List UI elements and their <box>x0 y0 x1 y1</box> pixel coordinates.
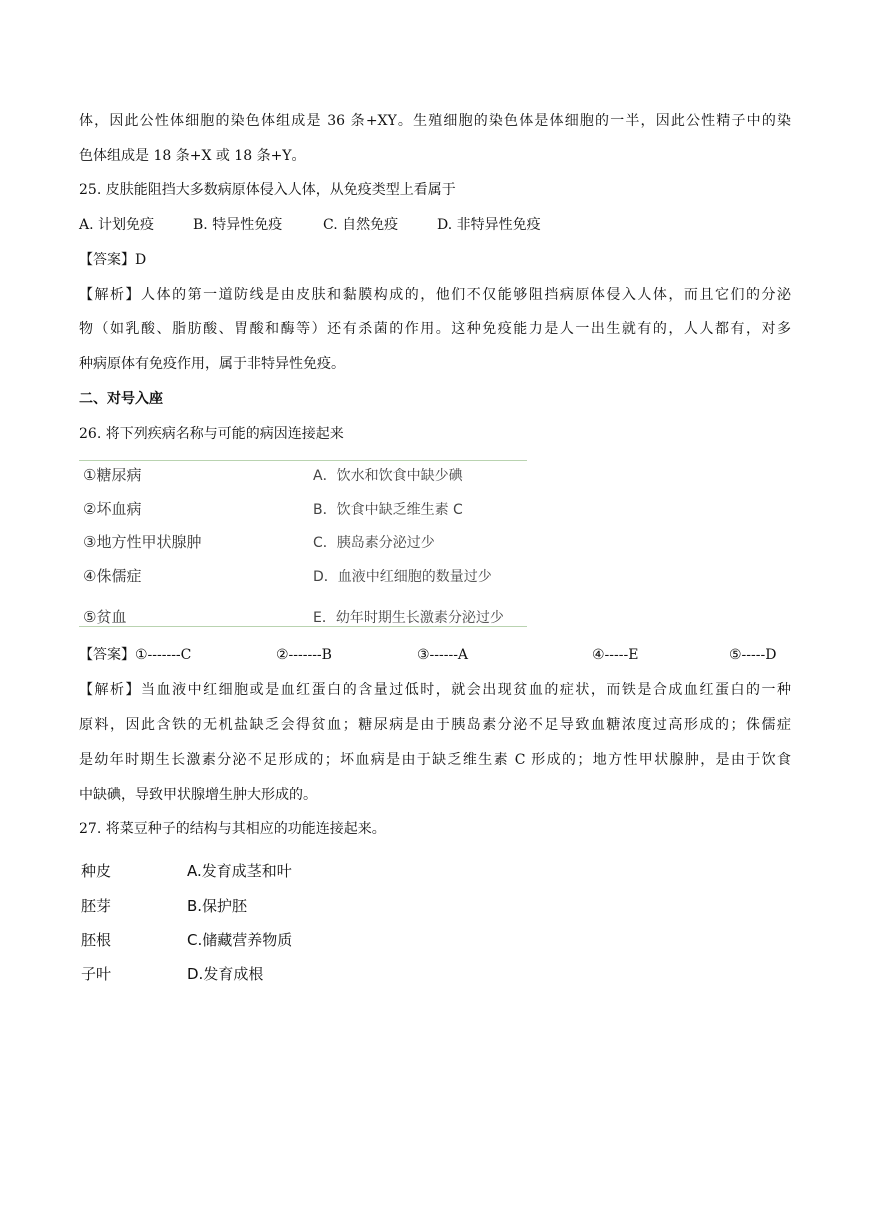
analysis-line: 物（如乳酸、脂肪酸、胃酸和酶等）还有杀菌的作用。这种免疫能力是人一出生就有的，人人都有，对多 <box>79 321 791 337</box>
answer-item: ②-------B <box>276 647 332 663</box>
function-item: A.发育成茎和叶 <box>187 862 292 880</box>
paragraph-line: 体，因此公性体细胞的染色体组成是 36 条+XY。生殖细胞的染色体是体细胞的一半，因此公性精子中的染 <box>79 113 791 129</box>
analysis-line: 中缺碘，导致甲状腺增生肿大形成的。 <box>79 787 317 803</box>
analysis-line: 是幼年时期生长激素分泌不足形成的；坏血病是由于缺乏维生素 C 形成的；地方性甲状腺肿，是由于饮食 <box>79 752 791 768</box>
question-27: 27. 将菜豆种子的结构与其相应的功能连接起来。 <box>79 821 386 837</box>
structure-item: 胚根 <box>81 931 112 949</box>
option-d: D. 非特异性免疫 <box>437 217 541 233</box>
function-item: D.发育成根 <box>187 965 264 981</box>
answer-item: ①-------C <box>135 647 192 663</box>
disease-item: ⑤贫血 <box>83 608 127 626</box>
function-item: C.储藏营养物质 <box>187 931 293 949</box>
table-top-rule <box>79 460 527 461</box>
structure-item: 子叶 <box>81 965 112 981</box>
cause-item: D．血液中红细胞的数量过少 <box>313 569 492 585</box>
disease-item: ③地方性甲状腺肿 <box>83 533 202 551</box>
cause-item: A．饮水和饮食中缺少碘 <box>313 468 463 484</box>
section-heading: 二、对号入座 <box>79 391 163 407</box>
answer-item: ③------A <box>417 647 469 663</box>
disease-item: ②坏血病 <box>83 500 142 518</box>
answer-25: 【答案】D <box>79 252 147 268</box>
question-25: 25. 皮肤能阻挡大多数病原体侵入人体，从免疫类型上看属于 <box>79 182 456 198</box>
structure-item: 种皮 <box>81 862 112 880</box>
disease-item: ④侏儒症 <box>83 567 142 585</box>
question-26: 26. 将下列疾病名称与可能的病因连接起来 <box>79 426 344 442</box>
analysis-line: 【解析】当血液中红细胞或是血红蛋白的含量过低时，就会出现贫血的症状，而铁是合成血红蛋白的一种 <box>79 682 791 698</box>
disease-cause-table <box>79 458 527 628</box>
disease-item: ①糖尿病 <box>83 466 142 484</box>
cause-item: B．饮食中缺乏维生素 C <box>313 502 463 518</box>
seed-structure-table <box>79 856 379 981</box>
structure-item: 胚芽 <box>81 897 112 915</box>
option-c: C. 自然免疫 <box>323 217 399 233</box>
option-a: A. 计划免疫 <box>79 217 155 233</box>
function-item: B.保护胚 <box>187 897 248 915</box>
answer-item: ④-----E <box>592 647 639 663</box>
cause-item: E．幼年时期生长激素分泌过少 <box>313 610 504 626</box>
analysis-line: 【解析】人体的第一道防线是由皮肤和黏膜构成的，他们不仅能够阻挡病原体侵入人体，而且它们的分泌 <box>79 287 791 303</box>
analysis-line: 种病原体有免疫作用，属于非特异性免疫。 <box>79 356 345 372</box>
cause-item: C．胰岛素分泌过少 <box>313 535 435 551</box>
answer-26 <box>79 645 791 665</box>
option-b: B. 特异性免疫 <box>193 217 283 233</box>
question-25-options <box>79 215 541 235</box>
paragraph-line: 色体组成是 18 条+X 或 18 条+Y。 <box>79 148 306 164</box>
answer-label: 【答案】 <box>79 647 135 663</box>
analysis-line: 原料，因此含铁的无机盐缺乏会得贫血；糖尿病是由于胰岛素分泌不足导致血糖浓度过高形成的；侏儒症 <box>79 717 791 733</box>
answer-item: ⑤-----D <box>729 647 777 663</box>
